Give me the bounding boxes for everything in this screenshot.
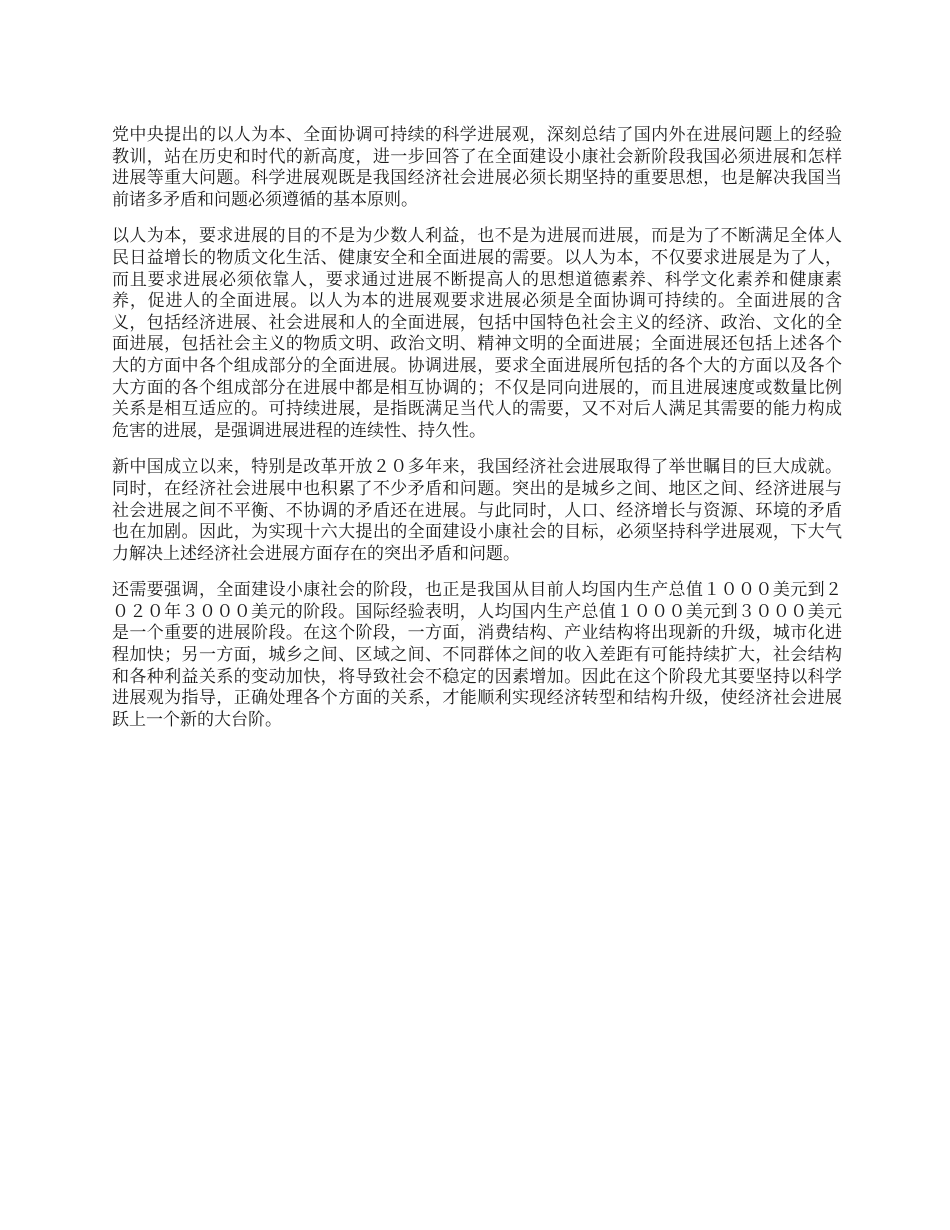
paragraph-4: 还需要强调，全面建设小康社会的阶段，也正是我国从目前人均国内生产总值１０００美元到２０２０年３０００美元的阶段。国际经验表明，人均国内生产总值１０００美元到３０００美元是一个重要的进展阶段。在这个阶段，一方面，消费结构、产业结构将出现新的升级，城市化进程加快；另一方面，城乡之间、区域之间、不同群体之间的收入差距有可能持续扩大，社会结构和各种利益关系的变动加快，将导致社会不稳定的因素增加。因此在这个阶段尤其要坚持以科学进展观为指导，正确处理各个方面的关系，才能顺利实现经济转型和结构升级，使经济社会进展跃上一个新的大台阶。 bbox=[112, 580, 842, 730]
paragraph-1: 党中央提出的以人为本、全面协调可持续的科学进展观，深刻总结了国内外在进展问题上的经验教训，站在历史和时代的新高度，进一步回答了在全面建设小康社会新阶段我国必须进展和怎样进展等重大问题。科学进展观既是我国经济社会进展必须长期坚持的重要思想，也是解决我国当前诸多矛盾和问题必须遵循的基本原则。 bbox=[112, 125, 842, 210]
document-body bbox=[112, 125, 842, 746]
paragraph-3: 新中国成立以来，特别是改革开放２０多年来，我国经济社会进展取得了举世瞩目的巨大成就。同时，在经济社会进展中也积累了不少矛盾和问题。突出的是城乡之间、地区之间、经济进展与社会进展之间不平衡、不协调的矛盾还在进展。与此同时，人口、经济增长与资源、环境的矛盾也在加剧。因此，为实现十六大提出的全面建设小康社会的目标，必须坚持科学进展观，下大气力解决上述经济社会进展方面存在的突出矛盾和问题。 bbox=[112, 457, 842, 564]
paragraph-2: 以人为本，要求进展的目的不是为少数人利益，也不是为进展而进展，而是为了不断满足全体人民日益增长的物质文化生活、健康安全和全面进展的需要。以人为本，不仅要求进展是为了人，而且要求进展必须依靠人，要求通过进展不断提高人的思想道德素养、科学文化素养和健康素养，促进人的全面进展。以人为本的进展观要求进展必须是全面协调可持续的。全面进展的含义，包括经济进展、社会进展和人的全面进展，包括中国特色社会主义的经济、政治、文化的全面进展，包括社会主义的物质文明、政治文明、精神文明的全面进展；全面进展还包括上述各个大的方面中各个组成部分的全面进展。协调进展，要求全面进展所包括的各个大的方面以及各个大方面的各个组成部分在进展中都是相互协调的；不仅是同向进展的，而且进展速度或数量比例关系是相互适应的。可持续进展，是指既满足当代人的需要，又不对后人满足其需要的能力构成危害的进展，是强调进展进程的连续性、持久性。 bbox=[112, 226, 842, 441]
